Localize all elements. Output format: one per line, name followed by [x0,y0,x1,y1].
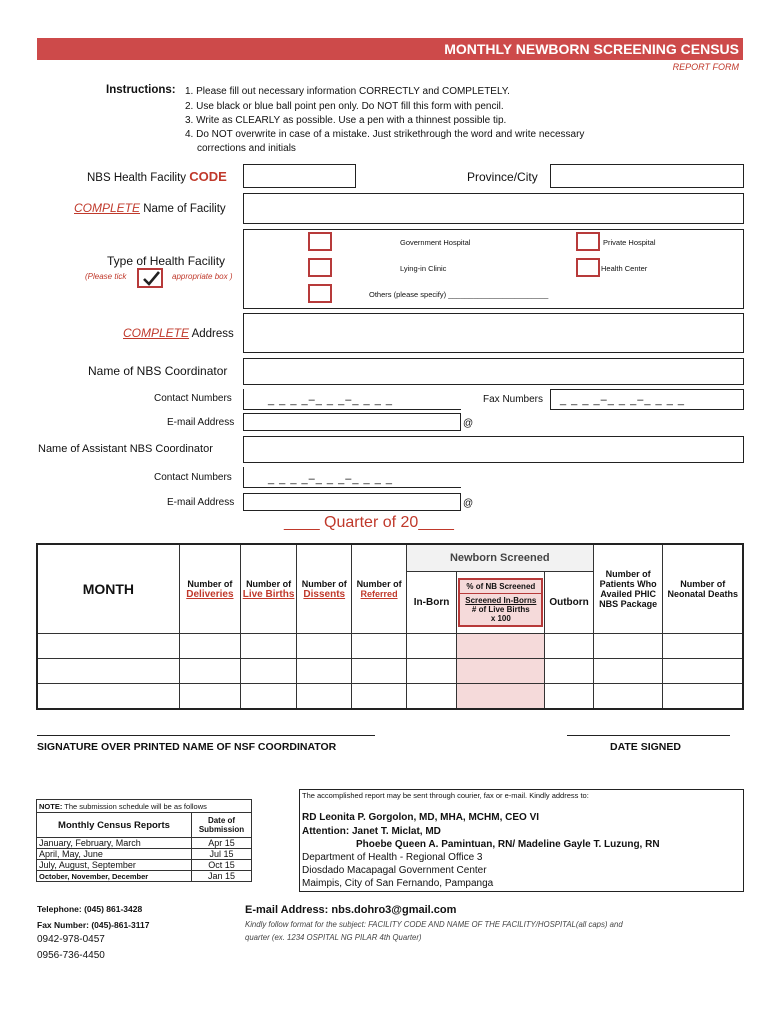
contact-numbers-blank: _ _ _ _–_ _ _–_ _ _ _ [268,394,393,406]
signature-line[interactable] [37,735,375,736]
schedule-note-bold: NOTE: [39,801,63,811]
deliveries-cell[interactable] [179,684,240,710]
referred-num-of: Number of [356,579,402,589]
schedule-months: October, November, December [37,871,192,882]
deliveries-header [179,544,240,634]
pct-title: % of NB Screened [460,582,541,594]
pct-screened-header [457,572,545,634]
instruction-item: corrections and initials [197,143,296,154]
dissents-header [297,544,352,634]
form-subtitle: REPORT FORM [672,62,739,72]
schedule-date: Jan 15 [192,871,252,882]
schedule-note [37,800,252,813]
address-label-text: Address [191,328,234,340]
table-row [37,860,252,871]
facility-code-input[interactable] [243,164,356,188]
live-births-cell[interactable] [241,684,297,710]
month-cell[interactable] [37,684,179,710]
schedule-date: Jul 15 [192,849,252,860]
schedule-date: Apr 15 [192,838,252,849]
facility-code-label-text: NBS Health Facility [87,172,187,184]
facility-name-label-text: Name of Facility [143,203,226,215]
table-row [37,871,252,882]
neonatal-deaths-header: Number of Neonatal Deaths [663,544,743,634]
contact-numbers-label: Contact Numbers [154,393,232,404]
table-row [37,838,252,849]
province-input[interactable] [550,164,744,188]
dissents-cell[interactable] [297,634,352,659]
live-births-word: Live Births [242,588,295,600]
send-to-intro: The accomplished report may be sent through courier, fax or e-mail. Kindly address to: [302,791,589,800]
phic-header: Number of Patients Who Availed PHIC NBS Package [593,544,663,634]
phic-cell[interactable] [593,659,663,684]
others-label: Others (please specify) ________________________ [369,290,549,299]
send-to-line: Diosdado Macapagal Government Center [302,865,487,876]
address-input[interactable] [243,313,744,353]
month-header: MONTH [37,544,179,634]
schedule-col-date [192,813,252,838]
census-table [36,543,744,710]
deliveries-cell[interactable] [179,634,240,659]
referred-header [352,544,406,634]
checkmark-icon [140,270,162,287]
facility-name-label [74,201,226,215]
send-to-line: RD Leonita P. Gorgolon, MD, MHA, MCHM, CEO VI [302,812,540,823]
pct-screened-cell[interactable] [457,684,545,710]
send-to-line: Phoebe Queen A. Pamintuan, RN/ Madeline Gayle T. Luzung, RN [356,839,660,850]
pct-denominator: # of Live Births [471,605,530,615]
in-born-cell[interactable] [406,659,457,684]
date-signed-label: DATE SIGNED [610,741,681,753]
lying-in-clinic-checkbox[interactable] [308,258,332,277]
neonatal-deaths-cell[interactable] [663,684,743,710]
send-to-line: Attention: Janet T. Miclat, MD [302,826,441,837]
government-hospital-label: Government Hospital [400,238,471,247]
pct-formula-box [458,578,543,627]
phic-cell[interactable] [593,634,663,659]
email-label: E-mail Address [167,417,235,428]
tick-example-box [137,268,163,288]
deliveries-word: Deliveries [186,588,234,600]
coordinator-name-label: Name of NBS Coordinator [88,364,228,378]
mobile-number: 0956-736-4450 [37,950,105,961]
table-row [37,849,252,860]
live-births-cell[interactable] [241,634,297,659]
month-cell[interactable] [37,659,179,684]
health-center-checkbox[interactable] [576,258,600,277]
address-label [123,326,234,340]
private-hospital-label: Private Hospital [603,238,656,247]
assistant-email-at: @ [463,498,474,509]
dissents-word: Dissents [303,588,346,600]
fax-numbers-blank: _ _ _ _–_ _ _–_ _ _ _ [560,394,685,406]
neonatal-deaths-cell[interactable] [663,634,743,659]
census-header-row [37,544,743,572]
others-checkbox[interactable] [308,284,332,303]
assistant-email-input[interactable] [243,493,461,511]
email-input[interactable] [243,413,461,431]
schedule-months: January, February, March [37,838,192,849]
mobile-number: 0942-978-0457 [37,934,105,945]
live-births-cell[interactable] [241,659,297,684]
facility-type-label: Type of Health Facility [107,254,226,268]
schedule-note-text: The submission schedule will be as follows [62,801,207,811]
telephone: Telephone: (045) 861-3428 [37,904,143,914]
lying-in-clinic-label: Lying-in Clinic [400,264,447,273]
deliveries-num-of: Number of [187,578,233,589]
dissents-cell[interactable] [297,659,352,684]
schedule-col-date-1: Date of [207,816,236,825]
province-label: Province/City [467,170,538,184]
complete-word: COMPLETE [123,326,190,340]
schedule-col-reports: Monthly Census Reports [37,813,192,838]
instructions-label: Instructions: [106,84,176,96]
footer-note: Kindly follow format for the subject: FACILITY CODE AND NAME OF THE FACILITY/HOSPITAL(all caps) and [245,920,623,929]
outborn-cell[interactable] [545,634,594,659]
health-center-label: Health Center [601,264,648,273]
assistant-name-input[interactable] [243,436,744,463]
schedule-months: July, August, September [37,860,192,871]
date-signed-line[interactable] [567,735,730,736]
dissents-cell[interactable] [297,684,352,710]
deliveries-cell[interactable] [179,659,240,684]
referred-cell[interactable] [352,684,406,710]
assistant-name-label: Name of Assistant NBS Coordinator [38,443,213,455]
referred-cell[interactable] [352,634,406,659]
schedule-months: April, May, June [37,849,192,860]
form-title: MONTHLY NEWBORN SCREENING CENSUS [37,38,743,60]
neonatal-deaths-cell[interactable] [663,659,743,684]
month-cell[interactable] [37,634,179,659]
schedule-table [36,799,252,882]
fax-number: Fax Number: (045)-861-3117 [37,920,150,930]
dissents-num-of: Number of [301,578,347,589]
quarter-line: ____ Quarter of 20____ [284,514,454,531]
facility-code-label [87,169,227,184]
schedule-note-row [37,800,252,813]
table-row [37,684,743,710]
instruction-item: 4. Do NOT overwrite in case of a mistake. Just strikethrough the word and write necessary [185,129,585,140]
newborn-screened-header: Newborn Screened [406,544,593,572]
coordinator-name-input[interactable] [243,358,744,385]
phic-cell[interactable] [593,684,663,710]
outborn-cell[interactable] [545,659,594,684]
pct-screened-cell[interactable] [457,659,545,684]
assistant-contact-label: Contact Numbers [154,472,232,483]
live-births-num-of: Number of [246,578,292,589]
table-row [37,634,743,659]
email-at: @ [463,418,474,429]
facility-name-input[interactable] [243,193,744,224]
tick-hint-right: appropriate box ) [172,272,233,281]
tick-hint-left: (Please tick [85,272,127,281]
in-born-cell[interactable] [406,684,457,710]
government-hospital-checkbox[interactable] [308,232,332,251]
pct-multiplier: x 100 [490,614,511,624]
schedule-date: Oct 15 [192,860,252,871]
referred-word: Referred [360,589,398,599]
assistant-email-label: E-mail Address [167,497,235,508]
complete-word: COMPLETE [74,201,141,215]
schedule-col-date-2: Submission [198,825,245,834]
fax-numbers-label: Fax Numbers [483,394,544,405]
send-to-line: Department of Health - Regional Office 3 [302,852,483,863]
send-to-line: Maimpis, City of San Fernando, Pampanga [302,878,494,889]
referred-cell[interactable] [352,659,406,684]
instruction-item: 2. Use black or blue ball point pen only. Do NOT fill this form with pencil. [185,101,504,112]
code-word: CODE [189,169,227,184]
assistant-contact-blank: _ _ _ _–_ _ _–_ _ _ _ [268,473,393,485]
signature-label: SIGNATURE OVER PRINTED NAME OF NSF COORDINATOR [37,741,337,753]
pct-screened-cell[interactable] [457,634,545,659]
footer-email: E-mail Address: nbs.dohro3@gmail.com [245,904,457,916]
instruction-item: 1. Please fill out necessary information CORRECTLY and COMPLETELY. [185,86,510,97]
pct-numerator: Screened In-Borns [465,596,537,606]
schedule-header-row [37,813,252,838]
footer-note: quarter (ex. 1234 OSPITAL NG PILAR 4th Quarter) [245,933,422,942]
in-born-cell[interactable] [406,634,457,659]
private-hospital-checkbox[interactable] [576,232,600,251]
live-births-header [241,544,297,634]
outborn-header: Outborn [545,572,594,634]
outborn-cell[interactable] [545,684,594,710]
in-born-header: In-Born [406,572,457,634]
table-row [37,659,743,684]
instruction-item: 3. Write as CLEARLY as possible. Use a pen with a thinnest possible tip. [185,115,507,126]
